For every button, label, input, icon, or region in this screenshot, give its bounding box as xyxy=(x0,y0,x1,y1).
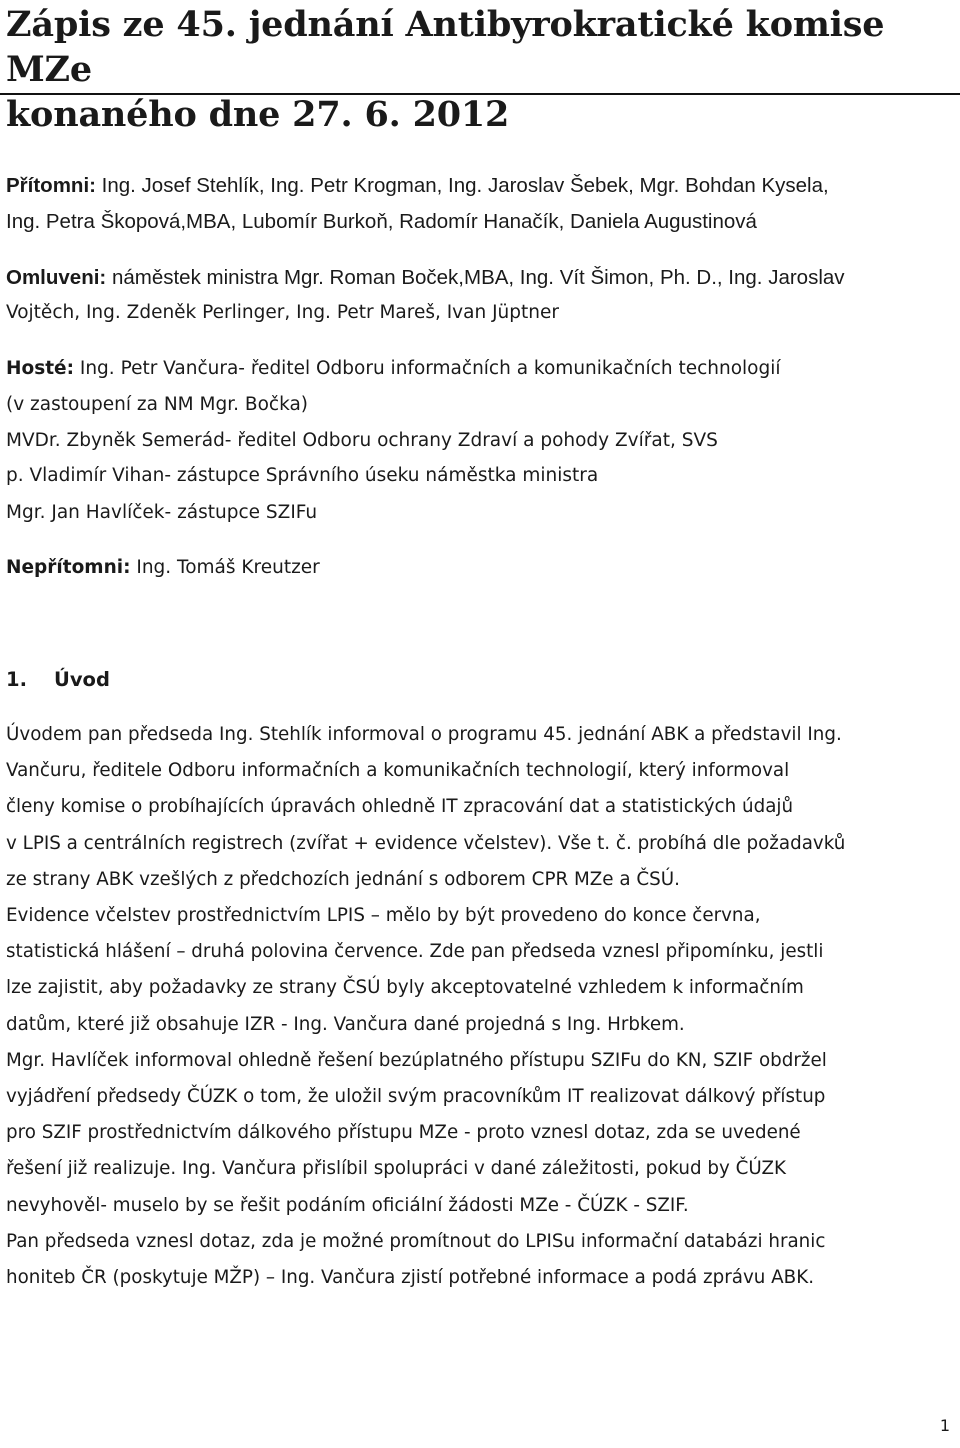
title-line-2: konaného dne 27. 6. 2012 xyxy=(6,94,510,135)
present-line-1 xyxy=(6,167,829,205)
present-names-2: Ing. Petra Škopová,MBA, Lubomír Burkoň, Radomír Hanačík, Daniela Augustinová xyxy=(6,210,757,233)
body-line: v LPIS a centrálních registrech (zvířat + evidence včelstev). Vše t. č. probíhá dle požadavků xyxy=(6,832,846,854)
guest-1: Ing. Petr Vančura- ředitel Odboru informačních a komunikačních technologií xyxy=(74,358,781,379)
section-heading xyxy=(6,662,110,698)
excused-label: Omluveni: xyxy=(6,266,107,289)
guests-line-4 xyxy=(6,460,598,492)
excused-names-2: Vojtěch, Ing. Zdeněk Perlinger, Ing. Petr Mareš, Ivan Jüptner xyxy=(6,302,559,323)
body-line: pro SZIF prostřednictvím dálkového přístupu MZe - proto vznesl dotaz, zda se uvedené xyxy=(6,1122,801,1144)
body-line: honiteb ČR (poskytuje MŽP) – Ing. Vančura zjistí potřebné informace a podá zprávu ABK. xyxy=(6,1267,815,1289)
present-line-2 xyxy=(6,203,757,241)
body-line: lze zajistit, aby požadavky ze strany ČSÚ byly akceptovatelné vzhledem k informačním xyxy=(6,977,804,999)
present-label: Přítomni: xyxy=(6,174,96,197)
guests-line-2 xyxy=(6,389,308,421)
guests-line-5 xyxy=(6,497,317,529)
guests-line-1 xyxy=(6,353,781,385)
title-underline xyxy=(0,93,960,95)
absent-label: Nepřítomni: xyxy=(6,557,131,578)
body-line: Mgr. Havlíček informoval ohledně řešení bezúplatného přístupu SZIFu do KN, SZIF obdržel xyxy=(6,1049,827,1071)
guest-4: Mgr. Jan Havlíček- zástupce SZIFu xyxy=(6,502,318,523)
guest-3: p. Vladimír Vihan- zástupce Správního úseku náměstka ministra xyxy=(6,465,599,486)
present-names-1: Ing. Josef Stehlík, Ing. Petr Krogman, Ing. Jaroslav Šebek, Mgr. Bohdan Kysela, xyxy=(95,174,829,197)
body-line: statistická hlášení – druhá polovina července. Zde pan předseda vznesl připomínku, jestli xyxy=(6,941,824,963)
body-line: datům, které již obsahuje IZR - Ing. Vančura dané projedná s Ing. Hrbkem. xyxy=(6,1013,685,1035)
guests-line-3 xyxy=(6,425,718,457)
guests-label: Hosté: xyxy=(6,358,74,379)
body-line: Vančuru, ředitele Odboru informačních a komunikačních technologií, který informoval xyxy=(6,760,790,782)
body-line: Evidence včelstev prostřednictvím LPIS – mělo by být provedeno do konce června, xyxy=(6,905,761,927)
absent-line xyxy=(6,552,320,584)
section-body xyxy=(6,717,952,1296)
section-title: Úvod xyxy=(54,668,110,691)
absent-names: Ing. Tomáš Kreutzer xyxy=(130,557,320,578)
body-line: Pan předseda vznesl dotaz, zda je možné promítnout do LPISu informační databázi hranic xyxy=(6,1230,826,1252)
section-number: 1. xyxy=(6,668,27,691)
excused-names-1: náměstek ministra Mgr. Roman Boček,MBA, Ing. Vít Šimon, Ph. D., Ing. Jaroslav xyxy=(106,266,845,289)
page-number: 1 xyxy=(939,1416,950,1435)
excused-line-2 xyxy=(6,297,559,329)
guest-2: MVDr. Zbyněk Semerád- ředitel Odboru ochrany Zdraví a pohody Zvířat, SVS xyxy=(6,430,718,451)
document-title xyxy=(6,2,946,137)
title-line-1: Zápis ze 45. jednání Antibyrokratické komise MZe xyxy=(6,4,885,90)
excused-line-1 xyxy=(6,259,845,297)
body-line: řešení již realizuje. Ing. Vančura přislíbil spolupráci v dané záležitosti, pokud by ČÚZK xyxy=(6,1158,786,1180)
body-line: členy komise o probíhajících úpravách ohledně IT zpracování dat a statistických údajů xyxy=(6,796,794,818)
body-line: vyjádření předsedy ČÚZK o tom, že uložil svým pracovníkům IT realizovat dálkový přístup xyxy=(6,1086,826,1108)
body-line: nevyhověl- muselo by se řešit podáním oficiální žádosti MZe - ČÚZK - SZIF. xyxy=(6,1194,689,1216)
body-line: Úvodem pan předseda Ing. Stehlík informoval o programu 45. jednání ABK a představil Ing. xyxy=(6,724,842,745)
body-line: ze strany ABK vzešlých z předchozích jednání s odborem CPR MZe a ČSÚ. xyxy=(6,868,680,890)
guest-1-note: (v zastoupení za NM Mgr. Bočka) xyxy=(6,394,309,415)
